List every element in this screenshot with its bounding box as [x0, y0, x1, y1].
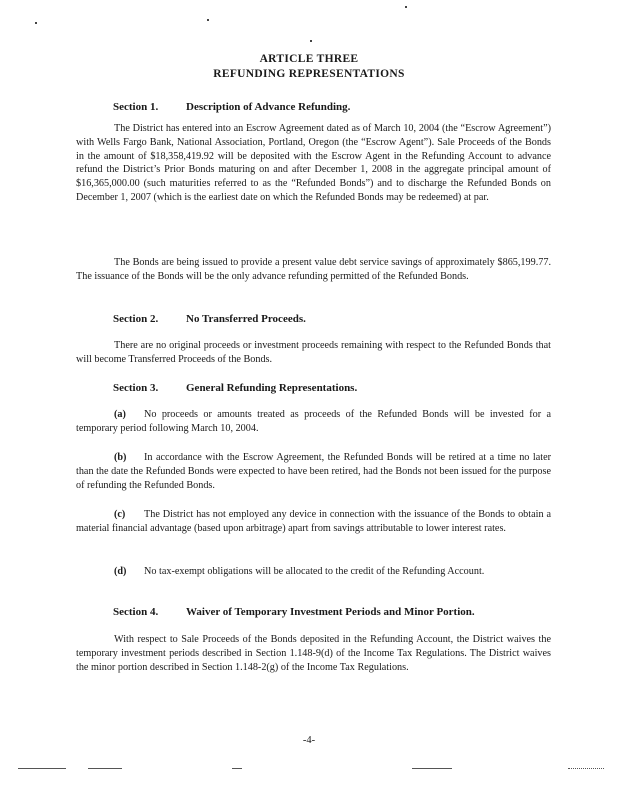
- scan-speck: [207, 19, 209, 21]
- section-1-title: Description of Advance Refunding.: [186, 101, 351, 113]
- article-title: ARTICLE THREE: [259, 53, 359, 65]
- section-2-number: Section 2.: [113, 313, 159, 325]
- section-3-heading: [113, 382, 357, 394]
- section-3-item-c: [76, 508, 551, 536]
- footer-rule-3: [232, 768, 242, 769]
- section-4-title: Waiver of Temporary Investment Periods and Minor Portion.: [186, 606, 475, 618]
- section-2-paragraph-1: There are no original proceeds or investment proceeds remaining with respect to the Refunded Bonds that will become Transferred Proceeds of the Bonds.: [76, 340, 551, 365]
- section-3-item-a: [76, 408, 551, 436]
- section-1-number: Section 1.: [113, 101, 159, 113]
- scan-speck: [405, 6, 407, 8]
- section-4-number: Section 4.: [113, 606, 159, 618]
- section-4-heading: [113, 606, 475, 618]
- footer-rule-2: [88, 768, 122, 769]
- section-3-number: Section 3.: [113, 382, 159, 394]
- page-number: -4-: [302, 735, 316, 746]
- section-1-heading: [113, 101, 350, 113]
- section-2-heading: [113, 313, 306, 325]
- item-c-text: The District has not employed any device in connection with the issuance of the Bonds to obtain a material financial advantage (based upon arbitrage) apart from savings attributable to lower interest rates.: [76, 509, 551, 534]
- article-title-block: [0, 52, 618, 82]
- scan-speck: [310, 40, 312, 42]
- section-2-title: No Transferred Proceeds.: [186, 313, 306, 325]
- section-1-paragraph-1: The District has entered into an Escrow Agreement dated as of March 10, 2004 (the “Escrow Agreement”) with Wells Fargo Bank, National Association, Portland, Oregon (the “Escrow Agent”). Sale Proceeds of the Bonds in the amount of $18,358,419.92 will be deposited with the Escrow Agent in the Refunding Account to advance refund the District’s Prior Bonds maturing on and after December 1, 2008 in the aggregate principal amount of $16,365,000.00 (such maturities referred to as the “Refunded Bonds”) and to discharge the Refunded Bonds on December 1, 2007 (which is the earliest date on which the Refunded Bonds may be redeemed) at par.: [76, 123, 551, 203]
- section-3-item-b: [76, 451, 551, 492]
- item-b-text: In accordance with the Escrow Agreement, the Refunded Bonds will be retired at a time no later than the date the Refunded Bonds were expected to have been retired, had the Bonds not been issued for the purpose of refunding the Refunded Bonds.: [76, 452, 551, 491]
- footer-rule-1: [18, 768, 66, 769]
- item-a-label: (a): [114, 409, 126, 420]
- item-c-label: (c): [114, 509, 126, 520]
- footer-rule-4: [412, 768, 452, 769]
- section-4-paragraph-1: With respect to Sale Proceeds of the Bonds deposited in the Refunding Account, the District waives the temporary investment periods described in Section 1.148-9(d) of the Income Tax Regulations. The District waives the minor portion described in Section 1.148-2(g) of the Income Tax Regulations.: [76, 634, 551, 673]
- item-d-text: No tax-exempt obligations will be allocated to the credit of the Refunding Account.: [144, 566, 485, 577]
- item-d-label: (d): [114, 566, 127, 577]
- section-3-title: General Refunding Representations.: [186, 382, 358, 394]
- item-a-text: No proceeds or amounts treated as proceeds of the Refunded Bonds will be invested for a temporary period following March 10, 2004.: [76, 409, 551, 434]
- section-3-item-d: [76, 565, 551, 579]
- section-1-paragraph-2: The Bonds are being issued to provide a present value debt service savings of approximately $865,199.77. The issuance of the Bonds will be the only advance refunding permitted of the Refunded Bonds.: [76, 257, 551, 282]
- item-b-label: (b): [114, 452, 127, 463]
- footer-rule-5: [568, 768, 604, 769]
- article-subtitle: REFUNDING REPRESENTATIONS: [213, 68, 405, 80]
- scan-speck: [35, 22, 37, 24]
